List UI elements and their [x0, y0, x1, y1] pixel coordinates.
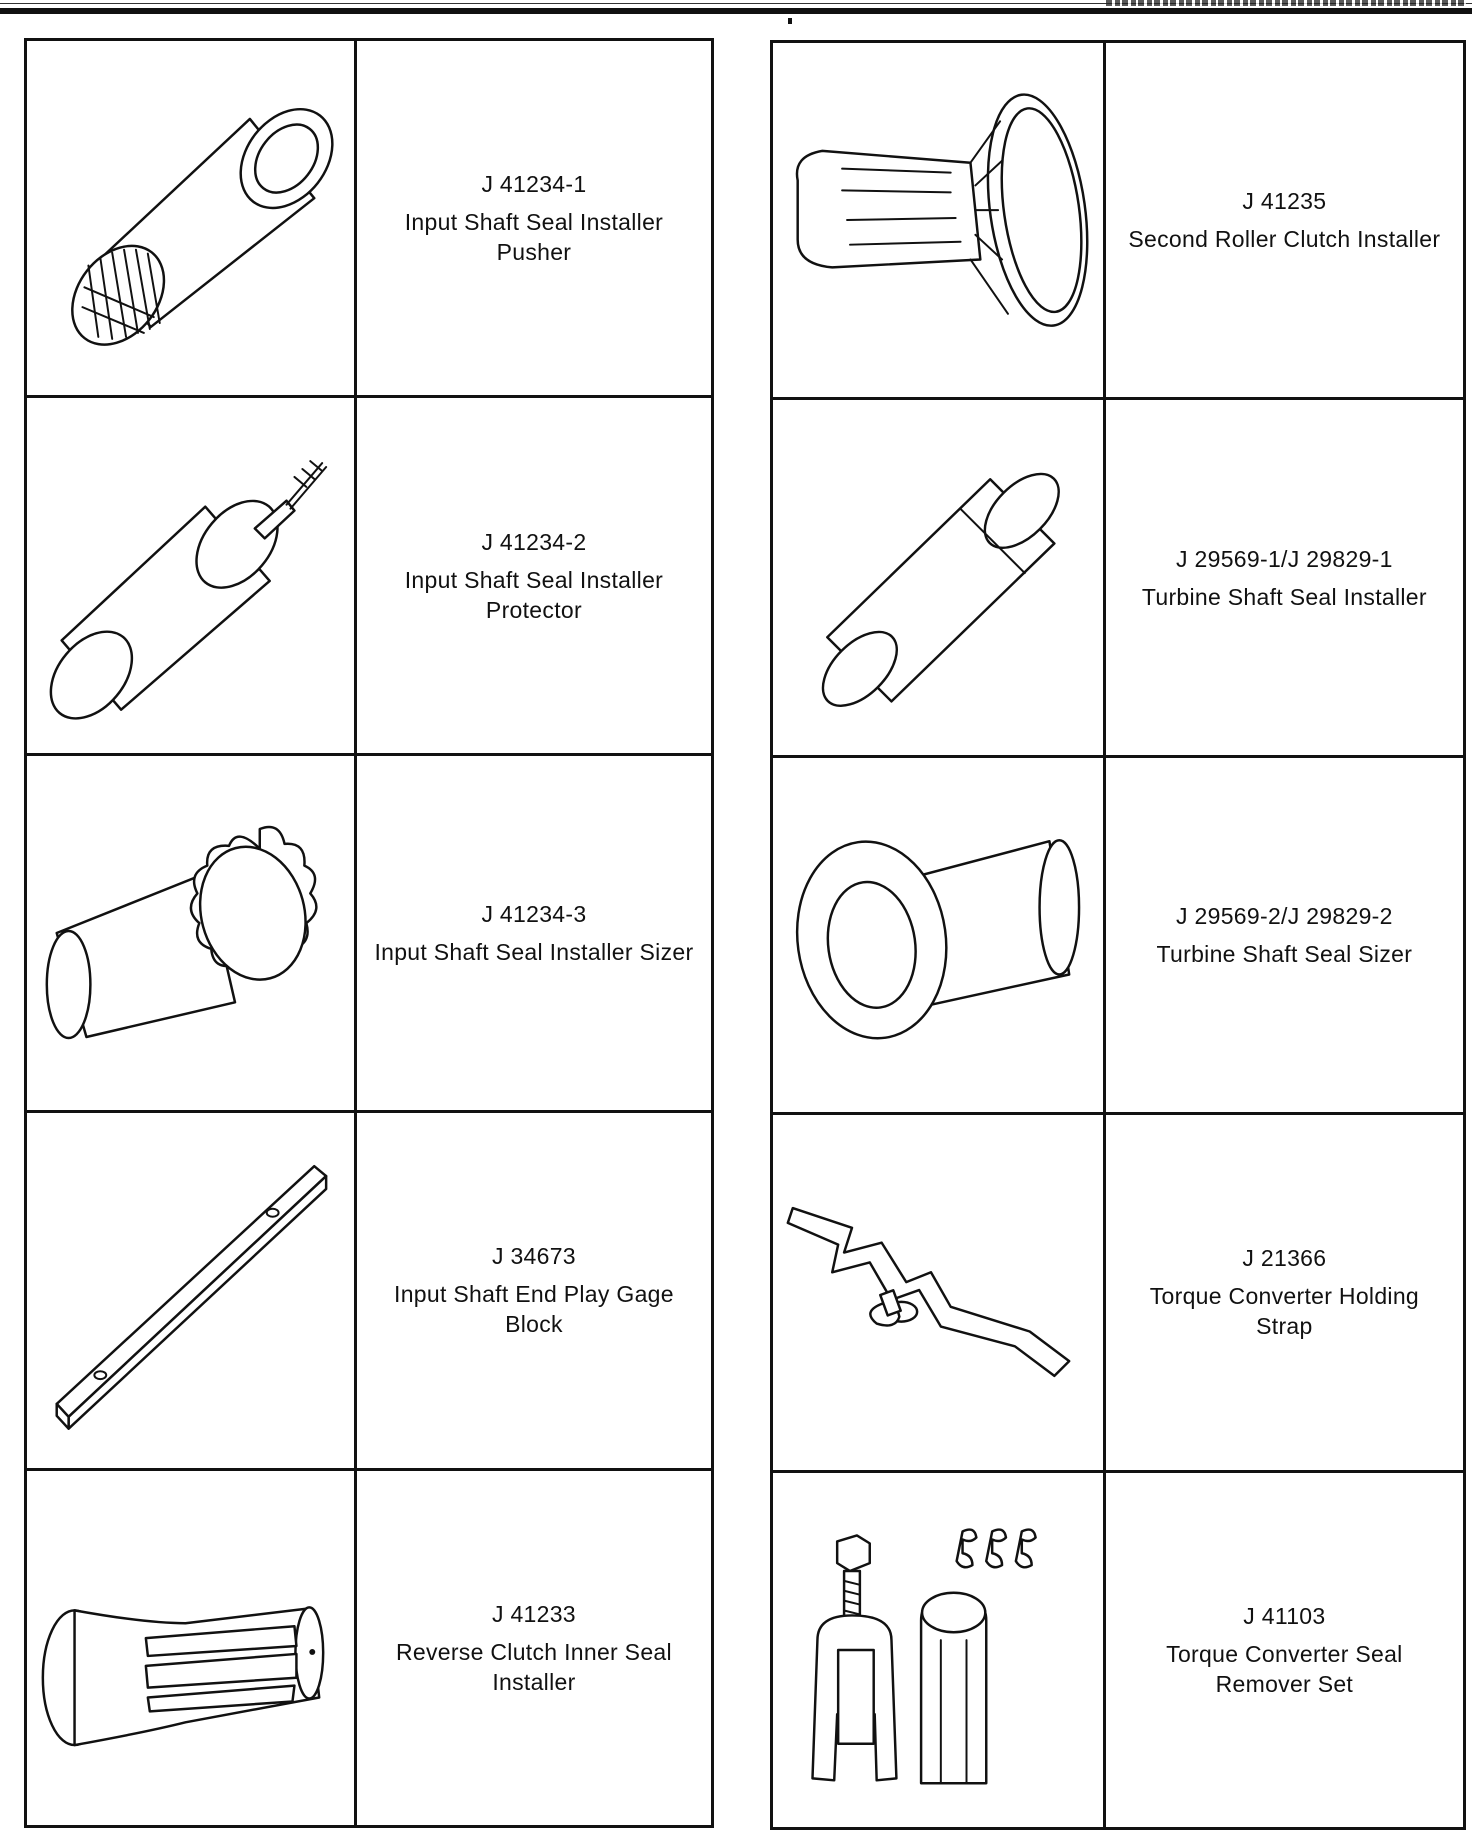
tool-illustration-cell [772, 756, 1105, 1113]
tool-text-cell [355, 754, 712, 1111]
tool-number: J 41234-3 [481, 900, 587, 927]
turbine-seal-installer-illustration [773, 419, 1103, 737]
tool-illustration-cell [26, 40, 356, 397]
tool-table-left [24, 38, 714, 1828]
header-running-title-mark [1106, 0, 1466, 6]
reverse-clutch-seal-installer-illustration [27, 1489, 354, 1807]
seal-installer-sizer-illustration [27, 774, 354, 1092]
tool-text-cell [1104, 1471, 1464, 1828]
tool-name: Input Shaft Seal Installer Pusher [404, 209, 664, 266]
roller-clutch-installer-illustration [773, 61, 1103, 379]
tool-illustration-cell [26, 397, 356, 754]
tool-illustration-cell [772, 42, 1105, 399]
seal-installer-protector-illustration [27, 417, 354, 735]
tool-number: J 34673 [491, 1243, 576, 1270]
tool-text-cell [355, 397, 712, 754]
tool-row [26, 754, 713, 1111]
tool-number: J 21366 [1242, 1245, 1327, 1272]
tool-illustration-cell [772, 399, 1105, 756]
seal-installer-pusher-illustration [27, 59, 354, 377]
end-play-gage-block-illustration [27, 1131, 354, 1449]
tool-row [772, 1471, 1465, 1828]
tool-text-cell [355, 40, 712, 397]
tool-number: J 29569-1/J 29829-1 [1176, 545, 1393, 572]
tool-row [26, 1469, 713, 1826]
holding-strap-illustration [773, 1133, 1103, 1451]
tool-number: J 41233 [491, 1600, 576, 1627]
tool-row [772, 399, 1465, 756]
tool-illustration-cell [26, 754, 356, 1111]
tool-number: J 29569-2/J 29829-2 [1176, 902, 1393, 929]
tool-text-cell [355, 1469, 712, 1826]
tool-text-cell [1104, 42, 1464, 399]
tool-number: J 41235 [1242, 188, 1327, 215]
tool-name: Turbine Shaft Seal Installer [1141, 583, 1427, 610]
turbine-seal-sizer-illustration [773, 776, 1103, 1094]
tool-text-cell [1104, 399, 1464, 756]
header-rule [0, 8, 1472, 14]
tool-name: Torque Converter Holding Strap [1149, 1283, 1420, 1340]
tool-number: J 41234-1 [481, 171, 587, 198]
tool-row [772, 42, 1465, 399]
tool-number: J 41103 [1243, 1602, 1326, 1629]
tool-row [772, 756, 1465, 1113]
tool-illustration-cell [772, 1114, 1105, 1471]
tool-text-cell [1104, 756, 1464, 1113]
tool-illustration-cell [772, 1471, 1105, 1828]
tool-table-right [770, 40, 1466, 1830]
tool-name: Reverse Clutch Inner Seal Installer [395, 1638, 672, 1695]
tool-row [772, 1114, 1465, 1471]
tool-name: Turbine Shaft Seal Sizer [1156, 940, 1413, 967]
tool-illustration-cell [26, 1112, 356, 1469]
tool-name: Input Shaft End Play Gage Block [394, 1281, 674, 1338]
tool-text-cell [355, 1112, 712, 1469]
tool-text-cell [1104, 1114, 1464, 1471]
tool-row [26, 397, 713, 754]
tool-row [26, 40, 713, 397]
seal-remover-set-illustration [773, 1491, 1103, 1809]
tool-number: J 41234-2 [481, 528, 587, 555]
tool-name: Input Shaft Seal Installer Sizer [374, 938, 694, 965]
tool-row [26, 1112, 713, 1469]
tool-name: Second Roller Clutch Installer [1128, 226, 1441, 253]
tool-illustration-cell [26, 1469, 356, 1826]
tool-name: Input Shaft Seal Installer Protector [404, 566, 664, 623]
header-dot [788, 18, 792, 24]
tool-name: Torque Converter Seal Remover Set [1166, 1640, 1403, 1697]
